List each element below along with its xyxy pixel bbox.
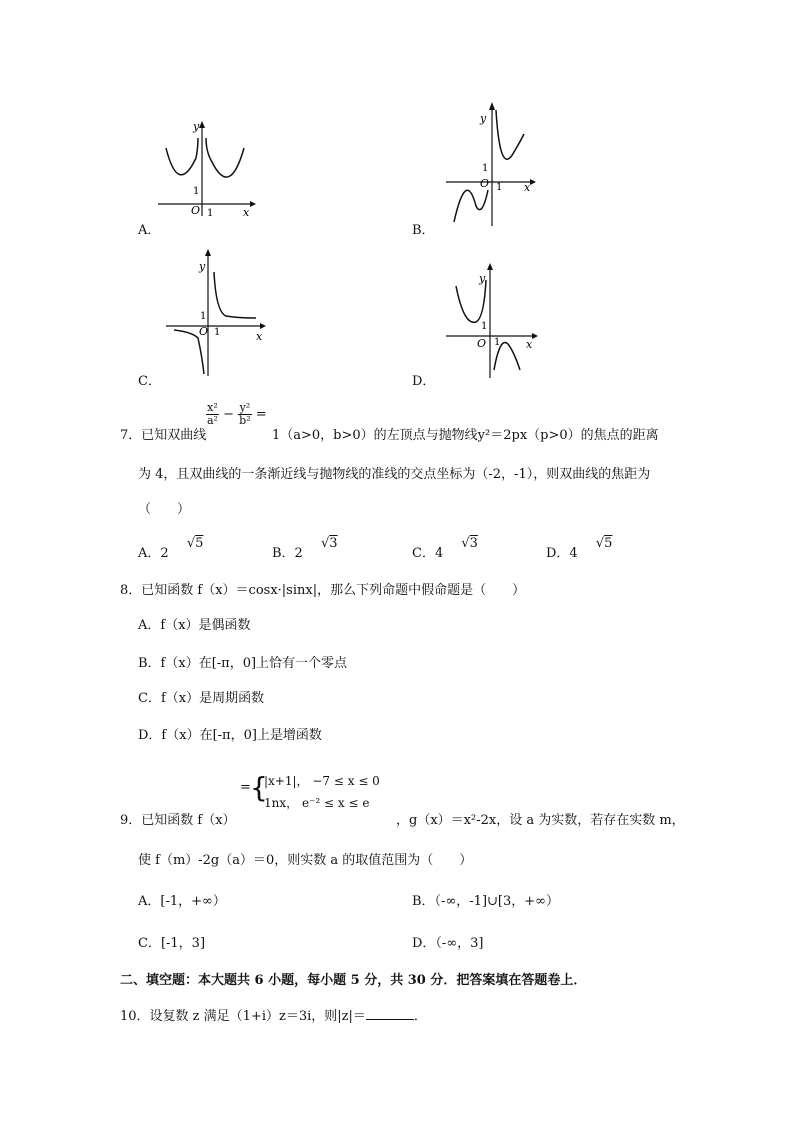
axis-one-label: 1 [214, 327, 221, 338]
equals-sign: = [255, 407, 267, 422]
q7-choice-c [412, 536, 478, 561]
q7-line2: 为 4，且双曲线的一条渐近线与抛物线的准线的交点坐标为（-2，-1），则双曲线的焦距为 [138, 467, 651, 482]
fraction [238, 402, 251, 427]
denominator: b² [239, 414, 251, 427]
numerator: y² [239, 401, 251, 414]
q10-end: ． [413, 1009, 427, 1024]
piecewise-case-1: |x+1|， −7 ≤ x ≤ 0 [264, 774, 380, 788]
q8-choice-a: A．f（x）是偶函数 [138, 618, 251, 633]
sqrt-icon: √3 [320, 536, 338, 551]
left-brace-icon: { [250, 771, 268, 804]
choice-label: D．4 [546, 546, 578, 561]
q7-hyperbola-formula [206, 402, 267, 427]
radicand: 3 [469, 536, 478, 551]
axis-one-label: 1 [481, 321, 488, 332]
option-c-graph [164, 246, 274, 378]
section-2-title: 二、填空题：本大题共 6 小题，每小题 5 分，共 30 分．把答案填在答题卷上． [120, 973, 587, 988]
q7-answer-paren: （ ） [138, 502, 191, 517]
q7-choice-a [138, 536, 204, 561]
sqrt-icon: √3 [461, 536, 478, 551]
origin-label: O [480, 177, 490, 190]
choice-label: B．2 [272, 546, 303, 561]
piecewise-case-2: 1nx， e⁻² ≤ x ≤ e [264, 796, 370, 810]
q7-choice-b [272, 536, 338, 561]
sqrt-icon: √5 [186, 536, 204, 551]
radicand: 3 [329, 536, 338, 551]
axis-one-label: 1 [482, 163, 489, 174]
q9-line2: 使 f（m）-2g（a）＝0，则实数 a 的取值范围为（ ） [138, 853, 473, 868]
y-axis-label: y [193, 120, 200, 133]
q9-choice-b: B．（-∞，-1]∪[3，+∞） [412, 894, 559, 909]
axis-one-label: 1 [494, 337, 501, 348]
numerator: x² [207, 401, 218, 414]
y-axis-label: y [479, 272, 486, 285]
minus-sign: − [223, 407, 235, 422]
option-d-label: D． [412, 374, 436, 389]
q9-choice-d: D．（-∞，3] [412, 936, 484, 951]
x-axis-label: x [524, 181, 531, 194]
origin-label: O [477, 337, 487, 350]
q9-line1: ，g（x）＝x²-2x，设 a 为实数，若存在实数 m， [396, 813, 685, 828]
q7-line1: 1（a>0，b>0）的左顶点与抛物线y²＝2px（p>0）的焦点的距离 [272, 428, 659, 443]
y-axis-label: y [480, 112, 487, 125]
equals-sign: = [240, 780, 251, 795]
q9-choice-c: C．[-1，3] [138, 936, 206, 951]
answer-blank [366, 1007, 414, 1020]
axis-one-label: 1 [193, 186, 200, 197]
x-axis-label: x [256, 330, 263, 343]
origin-label: O [199, 325, 209, 338]
choice-label: A．2 [138, 546, 169, 561]
option-c-label: C． [138, 374, 161, 389]
q9-choice-a: A．[-1，+∞） [138, 894, 226, 909]
q7-prefix: 7．已知双曲线 [120, 428, 207, 443]
q8-choice-d: D．f（x）在[-π，0]上是增函数 [138, 728, 322, 743]
q8-choice-b: B．f（x）在[-π，0]上恰有一个零点 [138, 656, 348, 671]
axis-one-label: 1 [496, 182, 503, 193]
y-axis-label: y [199, 260, 206, 273]
x-axis-label: x [243, 206, 250, 218]
option-d-graph [444, 260, 544, 380]
x-axis-label: x [526, 338, 533, 351]
radicand: 5 [195, 536, 204, 551]
option-a-label: A． [138, 223, 161, 238]
option-b-graph [440, 98, 550, 228]
q8-stem: 8．已知函数 f（x）＝cosx·|sinx|，那么下列命题中假命题是（ ） [120, 583, 526, 598]
q9-prefix: 9．已知函数 f（x） [120, 813, 236, 828]
axis-one-label: 1 [207, 208, 214, 218]
radicand: 5 [604, 536, 613, 551]
origin-label: O [191, 204, 201, 217]
q8-choice-c: C．f（x）是周期函数 [138, 691, 265, 706]
choice-label: C．4 [412, 546, 444, 561]
option-b-label: B． [412, 223, 435, 238]
sqrt-icon: √5 [595, 536, 613, 551]
q10-text [120, 1005, 427, 1024]
q7-choice-d [546, 536, 613, 561]
option-a-graph [150, 118, 260, 218]
denominator: a² [207, 414, 218, 427]
fraction [206, 402, 219, 427]
axis-one-label: 1 [200, 311, 207, 322]
q10-stem: 10．设复数 z 满足（1+i）z＝3i，则|z|＝ [120, 1009, 366, 1024]
